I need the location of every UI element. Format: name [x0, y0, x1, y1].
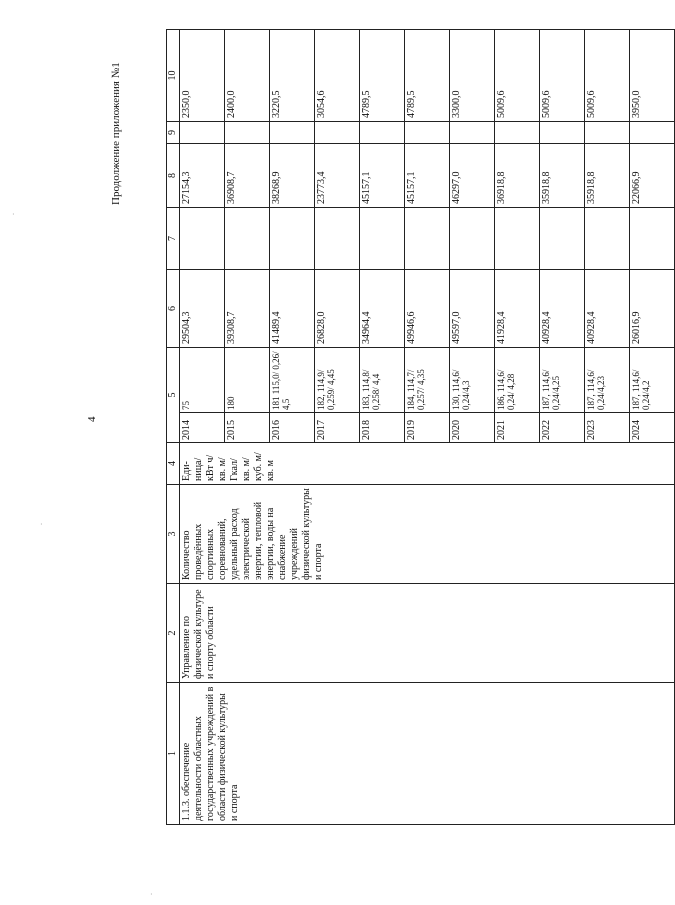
- header-cell: 7: [167, 208, 180, 270]
- indicator-value: 187, 114,6/ 0,24/4,23: [586, 369, 606, 410]
- value-cell-c8: 22066,9: [630, 144, 675, 208]
- value-cell-c8: 45157,1: [360, 144, 405, 208]
- header-cell: 4: [167, 443, 180, 485]
- value-cell-c10: 3054,6: [315, 30, 360, 122]
- indicator-value-cell: [315, 348, 360, 443]
- scan-speck: ·: [40, 520, 43, 529]
- indicator-value-cell: [270, 348, 315, 443]
- value-cell-c6: 49597,0: [450, 270, 495, 348]
- value-cell-c8: 38268,9: [270, 144, 315, 208]
- scan-speck: ·: [150, 890, 153, 899]
- indicator-value-cell: [405, 348, 450, 443]
- header-cell: 1: [167, 683, 180, 825]
- value-cell-c6: 39308,7: [225, 270, 270, 348]
- indicator-value: 182, 114,9/ 0,259/ 4,45: [316, 369, 336, 410]
- value-cell-c8: 36908,7: [225, 144, 270, 208]
- value-cell-c8: 35918,8: [540, 144, 585, 208]
- value-cell-c9: [315, 122, 360, 144]
- year-label: 2014: [180, 412, 224, 442]
- value-cell-c9: [630, 122, 675, 144]
- value-cell-c6: 26828,0: [315, 270, 360, 348]
- indicator-value: 181 115,0/ 0,26/ 4,5: [271, 351, 291, 410]
- executor-cell: Управление по физической культуре и спорту области: [180, 584, 675, 683]
- value-cell-c9: [585, 122, 630, 144]
- table-body: [167, 30, 675, 825]
- year-label: 2024: [630, 412, 674, 442]
- scan-speck: ·: [12, 210, 15, 219]
- value-cell-c10: 3220,5: [270, 30, 315, 122]
- value-cell-c10: 2400,0: [225, 30, 270, 122]
- value-cell-c7: [270, 208, 315, 270]
- value-cell-c7: [225, 208, 270, 270]
- header-cell: 8: [167, 144, 180, 208]
- indicator-value-cell: [585, 348, 630, 443]
- header-cell: 2: [167, 584, 180, 683]
- header-cell: 9: [167, 122, 180, 144]
- header-row: [167, 30, 180, 825]
- indicator-value-cell: [360, 348, 405, 443]
- year-label: 2021: [495, 412, 539, 442]
- value-cell-c7: [315, 208, 360, 270]
- value-cell-c7: [630, 208, 675, 270]
- value-cell-c10: 5009,6: [585, 30, 630, 122]
- indicator-value: 187, 114,6/ 0,24/4,25: [541, 369, 561, 410]
- header-cell: 3: [167, 485, 180, 584]
- value-cell-c7: [450, 208, 495, 270]
- indicator-value-cell: [180, 348, 225, 443]
- indicator-value-cell: [450, 348, 495, 443]
- value-cell-c6: 41928,4: [495, 270, 540, 348]
- value-cell-c8: 46297,0: [450, 144, 495, 208]
- indicator-value: 184, 114,7/ 0,257/ 4,35: [406, 369, 426, 410]
- year-label: 2023: [585, 412, 629, 442]
- indicator-value: 130, 114,6/ 0,24/4,3: [451, 369, 471, 410]
- header-cell: 5: [167, 348, 180, 443]
- value-cell-c8: 23773,4: [315, 144, 360, 208]
- year-label: 2022: [540, 412, 584, 442]
- year-label: 2018: [360, 412, 404, 442]
- value-cell-c9: [405, 122, 450, 144]
- value-cell-c6: 26016,9: [630, 270, 675, 348]
- value-cell-c10: 4789,5: [405, 30, 450, 122]
- value-cell-c10: 4789,5: [360, 30, 405, 122]
- page-number: 4: [86, 416, 98, 422]
- value-cell-c9: [270, 122, 315, 144]
- indicator-value-cell: [225, 348, 270, 443]
- value-cell-c6: 40928,4: [585, 270, 630, 348]
- value-cell-c9: [360, 122, 405, 144]
- indicator-value: 183, 114,8/ 0,258/ 4,4: [361, 369, 381, 410]
- year-label: 2015: [225, 412, 269, 442]
- header-cell: 6: [167, 270, 180, 348]
- value-cell-c10: 3300,0: [450, 30, 495, 122]
- program-table: [166, 29, 675, 825]
- indicator-value: 75: [181, 401, 191, 410]
- value-cell-c9: [225, 122, 270, 144]
- indicator-value-cell: [540, 348, 585, 443]
- value-cell-c10: 2350,0: [180, 30, 225, 122]
- value-cell-c9: [180, 122, 225, 144]
- value-cell-c8: 36918,8: [495, 144, 540, 208]
- value-cell-c9: [540, 122, 585, 144]
- value-cell-c8: 45157,1: [405, 144, 450, 208]
- value-cell-c9: [495, 122, 540, 144]
- indicator-value: 180: [226, 396, 236, 410]
- appendix-title: Продолжение приложения №1: [110, 62, 122, 205]
- item-name-cell: 1.1.3. обеспечение деятельности областных государственных учреждений в области физической культуры и спорта: [180, 683, 675, 825]
- value-cell-c7: [405, 208, 450, 270]
- value-cell-c8: 27154,3: [180, 144, 225, 208]
- value-cell-c6: 34964,4: [360, 270, 405, 348]
- value-cell-c7: [180, 208, 225, 270]
- value-cell-c9: [450, 122, 495, 144]
- value-cell-c7: [495, 208, 540, 270]
- rotated-table-container: [166, 30, 670, 825]
- value-cell-c6: 40928,4: [540, 270, 585, 348]
- value-cell-c7: [540, 208, 585, 270]
- value-cell-c8: 35918,8: [585, 144, 630, 208]
- value-cell-c10: 3950,0: [630, 30, 675, 122]
- indicator-value-cell: [630, 348, 675, 443]
- year-label: 2016: [270, 412, 314, 442]
- indicator-cell: Количество проведённых спортивных соревнований, удельный расход электрической энергии, тепловой энергии, воды на снабжение учреждений физической культуры и спорта: [180, 485, 675, 584]
- value-cell-c7: [360, 208, 405, 270]
- value-cell-c10: 5009,6: [540, 30, 585, 122]
- value-cell-c7: [585, 208, 630, 270]
- indicator-value-cell: [495, 348, 540, 443]
- year-label: 2019: [405, 412, 449, 442]
- header-cell: 10: [167, 30, 180, 122]
- indicator-value: 186, 114,6/ 0,24/ 4,28: [496, 369, 516, 410]
- year-label: 2020: [450, 412, 494, 442]
- value-cell-c6: 41489,4: [270, 270, 315, 348]
- value-cell-c10: 5009,6: [495, 30, 540, 122]
- table-row: [180, 30, 225, 825]
- indicator-value: 187, 114,6/ 0,24/4,2: [631, 369, 651, 410]
- value-cell-c6: 49946,6: [405, 270, 450, 348]
- value-cell-c6: 29504,3: [180, 270, 225, 348]
- unit-cell: Еди-ница/ кВт ч/ кв. м/ Гкал/ кв. м/ куб. м/ кв. м: [180, 443, 675, 485]
- year-label: 2017: [315, 412, 359, 442]
